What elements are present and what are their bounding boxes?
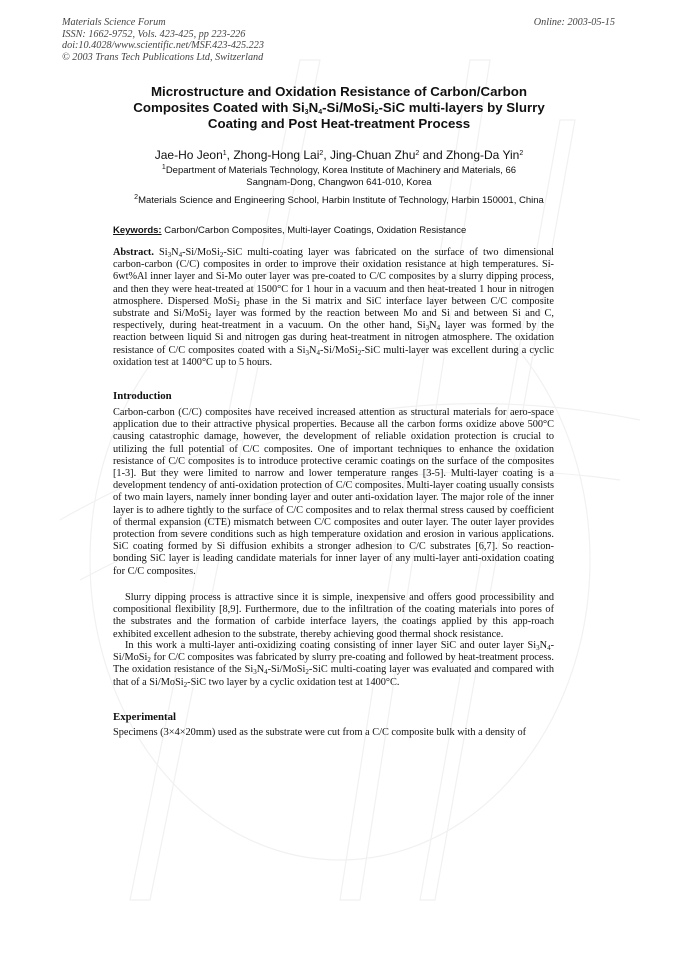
body-paragraph: Carbon-carbon (C/C) composites have received increased attention as structural materials for aero-space application due to their attractive physical properties. Because all the carbon forms oxidize above 500°C causing catastrophic damage, however, the development of reliable oxidation protection is crucial to utilizing the full potential of C/C composites. One of important techniques to enhance the oxidation resistance of C/C composites is to introduce protective ceramic coatings on the surface of the composites [1-3]. But they were limited to narrow and lower temperature ranges [3-5]. Multi-layer coating is a development tendency of anti-oxidation protection of C/C composites. Multi-layer coating usually consists of two main layers, namely inner bonding layer and outer anti-oxidation layer. The major role of the inner layer is to adhere tightly to the surface of C/C composites and to relax thermal stress caused by coefficient of thermal expansion (CTE) mismatch between C/C composites and outer layer. The outer layer provides protection from severe conditions such as high temperature oxidation and erosion in various applications. SiC coating formed by Si diffusion exhibits a stronger adhesion to C/C substrates [6,7]. So reaction-bonding SiC layer is leading candidate materials for inner layer of any multi-layer anti-oxidation coating for C/C composites. — [113, 407, 554, 577]
title-line-2: Composites Coated with $Si_3N_4-Si/MoSi_2$-SiC multi-layers by Slurry — [133, 100, 545, 116]
issn-line: ISSN: 1662-9752, Vols. 423-425, pp 223-226 — [62, 28, 246, 40]
abstract-label: Abstract. — [113, 247, 154, 258]
affiliation-2: $^2$Materials Science and Engineering School, Harbin Institute of Technology, Harbin 150001, China — [134, 194, 544, 206]
keywords — [113, 225, 466, 236]
author-name: , Jing-Chuan Zhu — [323, 148, 416, 162]
section-heading-experimental: Experimental — [113, 711, 176, 723]
abstract — [113, 247, 554, 369]
author-name: and Zhong-Da Yin — [419, 148, 520, 162]
affiliation-1: $^1$Department of Materials Technology, Korea Institute of Machinery and Materials, 66 Sangnam-Dong, Changwon 641-010, Korea — [161, 164, 517, 188]
journal-name: Materials Science Forum — [62, 17, 166, 28]
section-heading-introduction: Introduction — [113, 390, 172, 402]
keywords-text: Carbon/Carbon Composites, Multi-layer Coatings, Oxidation Resistance — [161, 225, 467, 236]
body-paragraph: In this work a multi-layer anti-oxidizing coating consisting of inner layer SiC and outer layer $Si_3N_4-Si/MoSi_2$ for C/C composites was fabricated by slurry pre-coating and followed by heat-treatment process. The oxidation resistance of the $Si_3N_4-Si/MoSi_2$-SiC multi-coating layer was evaluated and compared with that of a Si/MoSi$_2$-SiC two layer by a cyclic oxidation test at 1400°C. — [113, 640, 554, 689]
title-line-3: Coating and Post Heat-treatment Process — [207, 116, 471, 131]
keywords-label: Keywords: — [113, 225, 162, 236]
author-name: , Zhong-Hong Lai — [226, 148, 320, 162]
copyright-line: © 2003 Trans Tech Publications Ltd, Switzerland — [62, 51, 264, 63]
doi-link[interactable]: doi:10.4028/www.scientific.net/MSF.423-425.223 — [62, 40, 264, 51]
online-date: Online: 2003-05-15 — [533, 17, 615, 28]
body-paragraph: Specimens (3×4×20mm) used as the substrate were cut from a C/C composite bulk with a density of — [113, 727, 527, 738]
journal-header — [62, 17, 264, 63]
title-line-1: Microstructure and Oxidation Resistance of Carbon/Carbon — [150, 84, 528, 99]
author-name: Jae-Ho Jeon — [154, 148, 223, 162]
paper-title — [90, 84, 588, 132]
body-paragraph: Slurry dipping process is attractive since it is simple, inexpensive and offers good processibility and compositional flexibility [8,9]. Furthermore, due to the infiltration of the coating materials into pores of the substrates and the formation of carbide interface layers, the coatings applied by this app-roach exhibited excellent adhesion to the substrate, thereby achieving good thermal shock resistance. — [113, 592, 554, 640]
abstract-text: $Si_3N_4-Si/MoSi_2$-SiC multi-coating layer was fabricated on the surface of two dimensional carbon-carbon (C/C) composites in order to improve their oxidation resistance at high temperatures. Si-6wt%Al inner layer and Si-Mo outer layer was pre-coated to C/C composites by a slurry dipping process, and then they were heat-treated at 1500°C for 1 hour in a vacuum and then heat-treated 1 hour in nitrogen atmosphere. Dispersed MoSi$_2$ phase in the Si matrix and SiC interface layer between C/C composite substrate and Si/MoSi$_2$ layer was formed by the reaction between Mo and Si and between Si and C, respectively, during heat-treatment in a vacuum. On the other hand, $Si_3N_4$ layer was formed by the reaction between liquid Si and nitrogen gas during heat-treatment in nitrogen atmosphere. The oxidation resistance of C/C composites coated with a $Si_3N_4-Si/MoSi_2$-SiC multi-layer was excellent during a cyclic oxidation test at 1400°C up to 5 hours. — [113, 247, 555, 368]
author-list: Jae-Ho Jeon$^1$, Zhong-Hong Lai$^2$, Jing-Chuan Zhu$^2$ and Zhong-Da Yin$^2$ — [154, 148, 524, 162]
